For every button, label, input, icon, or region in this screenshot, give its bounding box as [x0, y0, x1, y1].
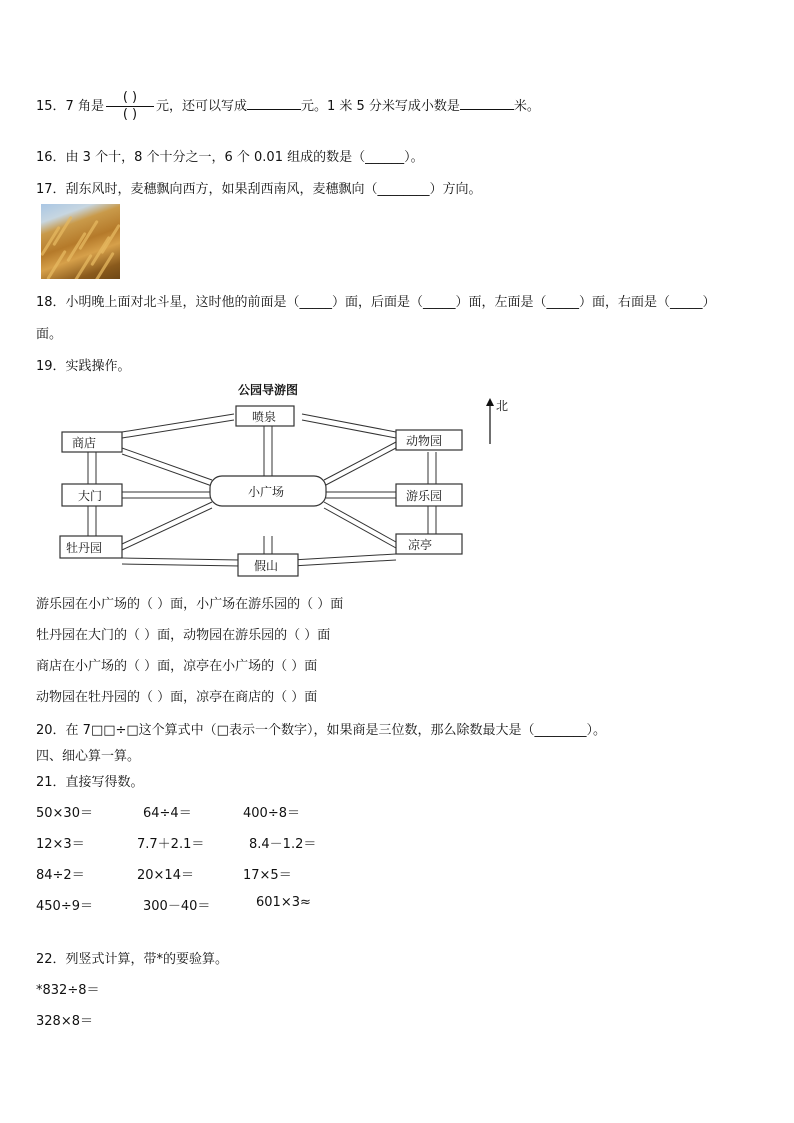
calc-item: 64÷4＝ [143, 806, 192, 821]
question-18-line2: 面。 [36, 327, 63, 342]
fraction-numerator-blank: ( ) [122, 90, 138, 105]
question-19-line: 商店在小广场的（ ）面，凉亭在小广场的（ ）面 [36, 659, 318, 674]
q15-text-part1: 7 角是 [65, 99, 104, 114]
calc-item: 17×5＝ [243, 868, 292, 883]
fraction-blank [106, 90, 154, 123]
q15-text-part2: 元，还可以写成 [155, 99, 247, 114]
question-16: 16．由 3 个十，8 个十分之一，6 个 0.01 组成的数是（______）。 [36, 150, 424, 165]
park-map-svg [44, 380, 524, 580]
answer-blank [460, 95, 514, 110]
question-20: 20．在 7□□÷□这个算式中（□表示一个数字），如果商是三位数，那么除数最大是（________）。 [36, 723, 606, 738]
q15-text-part3: 元。1 米 5 分米写成小数是 [300, 99, 460, 114]
question-18-line1: 18．小明晚上面对北斗星，这时他的前面是（_____）面，后面是（_____）面，左面是（_____）面，右面是（_____） [36, 295, 716, 310]
question-21-title: 21．直接写得数。 [36, 775, 144, 790]
calc-item: 300－40＝ [143, 899, 211, 914]
place-shop: 商店 [72, 436, 97, 450]
wheat-photo [41, 204, 120, 279]
fraction-denominator-blank: ( ) [122, 107, 138, 122]
vertical-calc-item: *832÷8＝ [36, 983, 100, 998]
vertical-calc-item: 328×8＝ [36, 1014, 93, 1029]
answer-blank [247, 95, 301, 110]
place-pavilion: 凉亭 [408, 538, 433, 552]
calc-item: 450÷9＝ [36, 899, 93, 914]
north-label: 北 [496, 399, 509, 413]
calc-item: 20×14＝ [137, 868, 194, 883]
question-15 [36, 90, 540, 124]
north-arrow-icon [480, 396, 520, 448]
calc-item: 84÷2＝ [36, 868, 85, 883]
place-rockery: 假山 [254, 559, 279, 573]
question-22-title: 22．列竖式计算，带*的要验算。 [36, 952, 229, 967]
q15-text-part4: 米。 [513, 99, 540, 114]
place-gate: 大门 [78, 489, 103, 503]
question-19-line: 游乐园在小广场的（ ）面，小广场在游乐园的（ ）面 [36, 597, 344, 612]
place-peony-garden: 牡丹园 [66, 541, 103, 555]
map-title: 公园导游图 [238, 383, 299, 397]
question-number: 15． [36, 99, 66, 114]
calc-item: 50×30＝ [36, 806, 93, 821]
question-19-line: 动物园在牡丹园的（ ）面，凉亭在商店的（ ）面 [36, 690, 318, 705]
calc-item: 400÷8＝ [243, 806, 300, 821]
place-zoo: 动物园 [406, 434, 443, 448]
park-map [44, 380, 524, 580]
place-square: 小广场 [248, 485, 285, 499]
question-19-title: 19．实践操作。 [36, 359, 131, 374]
place-playground: 游乐园 [406, 489, 443, 503]
question-17: 17．刮东风时，麦穗飘向西方，如果刮西南风，麦穗飘向（________）方向。 [36, 182, 482, 197]
place-fountain: 喷泉 [252, 410, 277, 424]
section-heading: 四、细心算一算。 [36, 749, 141, 764]
question-19-line: 牡丹园在大门的（ ）面，动物园在游乐园的（ ）面 [36, 628, 331, 643]
calc-item: 7.7＋2.1＝ [137, 837, 205, 852]
calc-item: 8.4－1.2＝ [249, 837, 317, 852]
calc-item: 12×3＝ [36, 837, 85, 852]
calc-item: 601×3≈ [256, 895, 311, 910]
